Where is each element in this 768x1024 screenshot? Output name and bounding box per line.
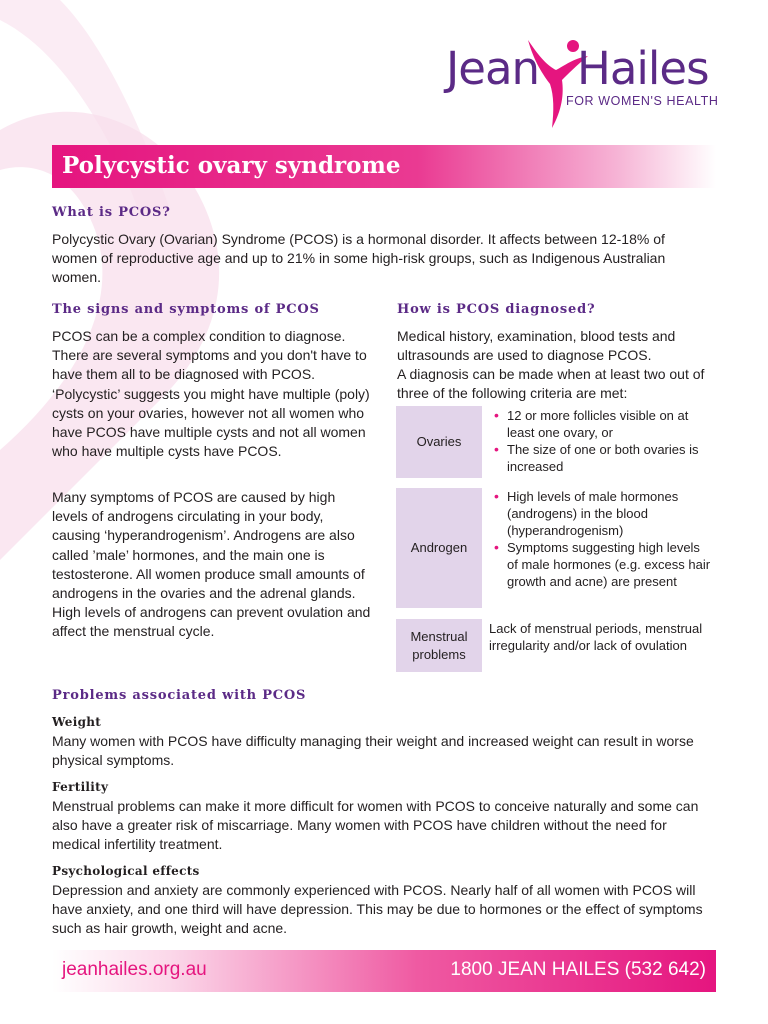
signs-paragraph-1: PCOS can be a complex condition to diagnose. There are several symptoms and you don't have to have them all to be diagnosed with PCOS. ‘Polycystic’ suggests you might have multiple (poly) cysts on your ovaries, however not all women who have PCOS have multiple cysts and not all women who have multiple cysts have PCOS.: [52, 328, 370, 460]
phone-number[interactable]: 1800 JEAN HAILES (532 642): [450, 959, 706, 980]
list-item: • High levels of male hormones (androgens) in the blood (hyperandrogenism): [492, 488, 714, 539]
logo-tagline: FOR WOMEN'S HEALTH: [566, 94, 719, 108]
criteria-list-androgen: [492, 488, 714, 590]
psychological-text: Depression and anxiety are commonly experienced with PCOS. Nearly half of all women with PCOS will have anxiety, and one third will have depression. This may be due to hormones or the effect of symptoms such as hair growth, weight and acne.: [52, 882, 703, 937]
heading-signs-symptoms: The signs and symptoms of PCOS: [52, 302, 320, 317]
heading-what-is-pcos: What is PCOS?: [52, 205, 171, 220]
list-item: • 12 or more follicles visible on at least one ovary, or: [492, 407, 714, 441]
logo-word-hailes: Hailes: [577, 42, 709, 95]
signs-paragraph-2: Many symptoms of PCOS are caused by high levels of androgens circulating in your body, causing ‘hyperandrogenism’. Androgens are also called ’male’ hormones, and the main one is testosterone. All women produce small amounts of androgens in the ovaries and the adrenal glands. High levels of androgens can prevent ovulation and affect the menstrual cycle.: [52, 489, 371, 640]
weight-text: Many women with PCOS have difficulty managing their weight and increased weight can result in worse physical symptoms.: [52, 733, 694, 769]
page-title: Polycystic ovary syndrome: [62, 152, 401, 179]
subheading-fertility: Fertility: [52, 780, 109, 794]
logo-word-jean: Jean: [446, 42, 540, 95]
criteria-label-menstrual: Menstrual problems: [396, 619, 482, 672]
list-item: • The size of one or both ovaries is increased: [492, 441, 714, 475]
list-item: • Symptoms suggesting high levels of male hormones (e.g. excess hair growth and acne) are present: [492, 539, 714, 590]
title-banner: [52, 145, 716, 188]
subheading-weight: Weight: [52, 715, 102, 729]
heading-diagnosis: How is PCOS diagnosed?: [397, 302, 596, 317]
criteria-label-ovaries: Ovaries: [396, 406, 482, 478]
fertility-text: Menstrual problems can make it more difficult for women with PCOS to conceive naturally and some can also have a greater risk of miscarriage. Many women with PCOS have children without the need for medical infertility treatment.: [52, 798, 699, 853]
website-link[interactable]: jeanhailes.org.au: [62, 959, 207, 980]
subheading-psychological: Psychological effects: [52, 864, 200, 878]
heading-problems: Problems associated with PCOS: [52, 688, 307, 703]
what-is-pcos-text: Polycystic Ovary (Ovarian) Syndrome (PCOS) is a hormonal disorder. It affects between 12-18% of women of reproductive age and up to 21% in some high-risk groups, such as Indigenous Australian women.: [52, 231, 666, 286]
diagnosis-intro: Medical history, examination, blood tests and ultrasounds are used to diagnose PCOS.: [397, 328, 676, 364]
criteria-label-androgen: Androgen: [396, 488, 482, 608]
criteria-text-menstrual: Lack of menstrual periods, menstrual irregularity and/or lack of ovulation: [489, 621, 703, 653]
diagnosis-criteria-intro: A diagnosis can be made when at least two out of three of the following criteria are met:: [397, 366, 705, 402]
criteria-list-ovaries: [492, 407, 714, 475]
footer-banner: [52, 950, 716, 992]
jean-hailes-logo[interactable]: [444, 36, 734, 136]
